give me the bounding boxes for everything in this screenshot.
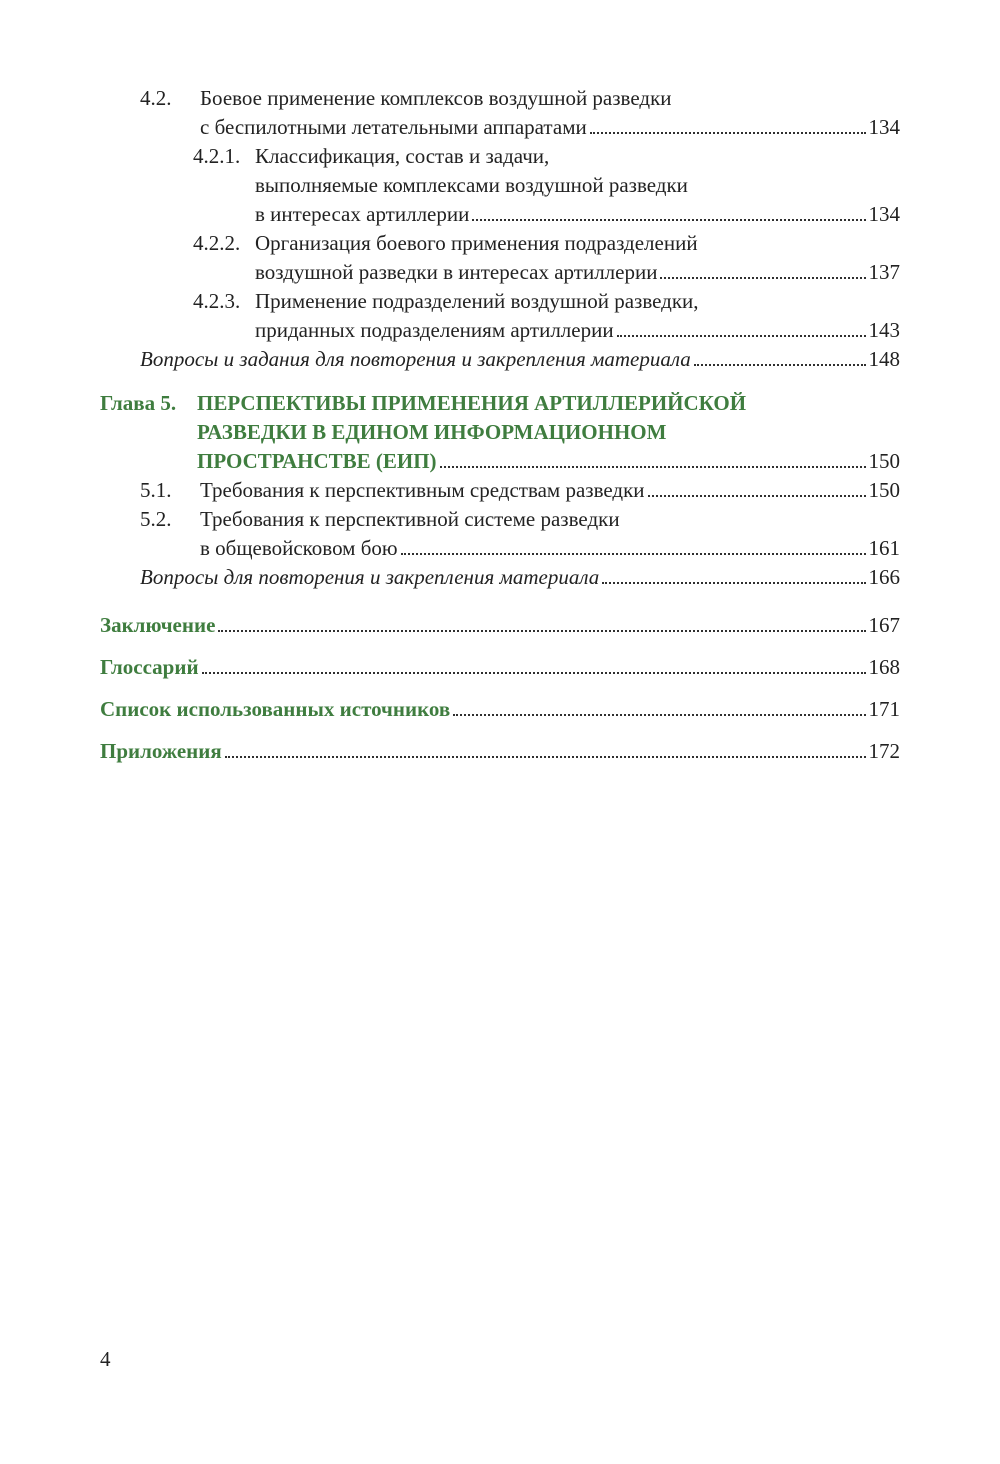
toc-entry-label: 5.2. xyxy=(140,507,172,531)
toc-entry-line xyxy=(100,653,900,682)
toc-entry-page-number: 168 xyxy=(868,655,900,679)
toc-entry-page-number: 167 xyxy=(868,613,900,637)
toc-entry-page-number: 161 xyxy=(868,536,900,560)
toc-entry-text: Приложения xyxy=(100,739,222,763)
toc-entry xyxy=(100,505,900,563)
toc-entry-page-number: 172 xyxy=(868,739,900,763)
toc-entry-label: Глава 5. xyxy=(100,391,177,415)
toc-list xyxy=(100,84,900,766)
toc-entry-line xyxy=(140,345,900,374)
toc-entry-text: приданных подразделениям артиллерии xyxy=(255,318,614,342)
toc-entry-line xyxy=(255,171,900,200)
toc-entry-page-number: 143 xyxy=(868,318,900,342)
toc-entry-text: в общевойсковом бою xyxy=(200,536,398,560)
toc-entry-text: ПЕРСПЕКТИВЫ ПРИМЕНЕНИЯ АРТИЛЛЕРИЙСКОЙ xyxy=(197,391,747,415)
toc-entry-text: с беспилотными летательными аппаратами xyxy=(200,115,587,139)
toc-entry xyxy=(100,695,900,724)
dot-leader xyxy=(694,364,866,366)
dot-leader xyxy=(648,495,866,497)
dot-leader xyxy=(660,277,865,279)
toc-entry-line xyxy=(255,287,900,316)
toc-entry xyxy=(100,476,900,505)
toc-entry-page-number: 137 xyxy=(868,260,900,284)
toc-entry-text: выполняемые комплексами воздушной разведки xyxy=(255,173,688,197)
toc-entry xyxy=(100,84,900,142)
toc-entry-line xyxy=(197,418,900,447)
toc-entry-page-number: 150 xyxy=(868,449,900,473)
toc-entry-label: 4.2.1. xyxy=(193,144,241,168)
dot-leader xyxy=(453,714,865,716)
toc-entry xyxy=(100,142,900,229)
toc-entry-text: Вопросы для повторения и закрепления материала xyxy=(140,565,600,589)
toc-entry-page-number: 134 xyxy=(868,202,900,226)
toc-entry-label: 5.1. xyxy=(140,478,172,502)
toc-entry-line xyxy=(255,258,900,287)
toc-entry-text: Вопросы и задания для повторения и закрепления материала xyxy=(140,347,691,371)
dot-leader xyxy=(202,672,866,674)
toc-entry xyxy=(100,345,900,374)
toc-entry-text: Список использованных источников xyxy=(100,697,451,721)
toc-entry-text: РАЗВЕДКИ В ЕДИНОМ ИНФОРМАЦИОННОМ xyxy=(197,420,667,444)
toc-entry-line xyxy=(200,84,900,113)
toc-entry-line xyxy=(200,113,900,142)
toc-entry-line xyxy=(100,737,900,766)
toc-entry xyxy=(100,389,900,476)
toc-entry-text: Требования к перспективной системе разведки xyxy=(200,507,620,531)
toc-entry xyxy=(100,287,900,345)
dot-leader xyxy=(590,132,866,134)
toc-entry-text: Боевое применение комплексов воздушной разведки xyxy=(200,86,672,110)
toc-entry-line xyxy=(200,476,900,505)
toc-entry xyxy=(100,229,900,287)
toc-entry-page-number: 171 xyxy=(868,697,900,721)
toc-entry xyxy=(100,563,900,592)
toc-entry-line xyxy=(100,611,900,640)
toc-entry-page-number: 150 xyxy=(868,478,900,502)
dot-leader xyxy=(472,219,865,221)
toc-entry-text: воздушной разведки в интересах артиллерии xyxy=(255,260,658,284)
toc-entry-line xyxy=(255,316,900,345)
toc-entry-text: Глоссарий xyxy=(100,655,199,679)
toc-entry-text: Классификация, состав и задачи, xyxy=(255,144,550,168)
toc-entry-line xyxy=(200,534,900,563)
toc-entry-line xyxy=(255,229,900,258)
toc-entry-text: Организация боевого применения подразделений xyxy=(255,231,698,255)
toc-entry-label: 4.2.3. xyxy=(193,289,241,313)
toc-entry xyxy=(100,653,900,682)
dot-leader xyxy=(218,630,865,632)
toc-entry-page-number: 166 xyxy=(868,565,900,589)
dot-leader xyxy=(225,756,866,758)
page-number: 4 xyxy=(100,1347,111,1371)
toc-entry-line xyxy=(197,389,900,418)
dot-leader xyxy=(401,553,866,555)
toc-entry-line xyxy=(140,563,900,592)
toc-entry-label: 4.2.2. xyxy=(193,231,241,255)
toc-entry-text: Применение подразделений воздушной разведки, xyxy=(255,289,699,313)
toc-entry-text: ПРОСТРАНСТВЕ (ЕИП) xyxy=(197,449,437,473)
toc-entry-page-number: 134 xyxy=(868,115,900,139)
dot-leader xyxy=(440,466,866,468)
dot-leader xyxy=(602,582,865,584)
toc-entry-text: Заключение xyxy=(100,613,216,637)
toc-entry-line xyxy=(200,505,900,534)
toc-entry-text: в интересах артиллерии xyxy=(255,202,470,226)
toc-entry-page-number: 148 xyxy=(868,347,900,371)
toc-entry-text: Требования к перспективным средствам разведки xyxy=(200,478,645,502)
toc-entry xyxy=(100,737,900,766)
toc-entry-line xyxy=(255,200,900,229)
toc-entry-line xyxy=(100,695,900,724)
toc-entry-line xyxy=(255,142,900,171)
toc-entry xyxy=(100,611,900,640)
toc-entry-line xyxy=(197,447,900,476)
toc-entry-label: 4.2. xyxy=(140,86,172,110)
dot-leader xyxy=(617,335,866,337)
